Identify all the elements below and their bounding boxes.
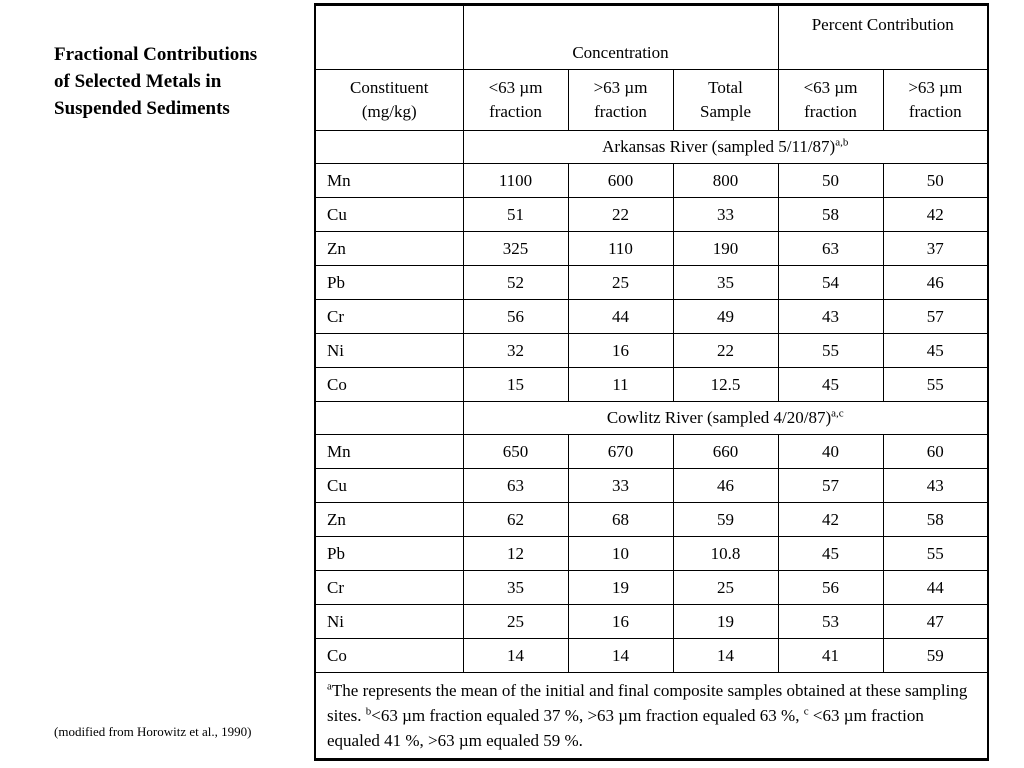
value-cell: 42 <box>778 503 883 537</box>
value-cell: 59 <box>673 503 778 537</box>
value-cell: 1100 <box>463 164 568 198</box>
constituent-cell: Co <box>315 368 463 402</box>
footnote-marker-c: c <box>803 705 809 718</box>
table-row <box>315 639 988 673</box>
value-cell: 42 <box>883 198 988 232</box>
constituent-cell: Cr <box>315 571 463 605</box>
section-row <box>315 402 988 435</box>
value-cell: 56 <box>778 571 883 605</box>
table-row <box>315 334 988 368</box>
value-cell: 44 <box>568 300 673 334</box>
value-cell: 10 <box>568 537 673 571</box>
section-empty-cell <box>315 402 463 435</box>
value-cell: 25 <box>568 266 673 300</box>
value-cell: 40 <box>778 435 883 469</box>
value-cell: 57 <box>778 469 883 503</box>
value-cell: 35 <box>463 571 568 605</box>
constituent-cell: Ni <box>315 605 463 639</box>
header-constituent: Constituent (mg/kg) <box>315 70 463 131</box>
value-cell: 37 <box>883 232 988 266</box>
value-cell: 16 <box>568 605 673 639</box>
constituent-cell: Mn <box>315 435 463 469</box>
table-row <box>315 605 988 639</box>
value-cell: 190 <box>673 232 778 266</box>
value-cell: 22 <box>673 334 778 368</box>
header-gt63: >63 µm fraction <box>568 70 673 131</box>
table-row <box>315 435 988 469</box>
value-cell: 35 <box>673 266 778 300</box>
constituent-cell: Ni <box>315 334 463 368</box>
value-cell: 55 <box>778 334 883 368</box>
constituent-cell: Cu <box>315 469 463 503</box>
value-cell: 33 <box>673 198 778 232</box>
value-cell: 46 <box>883 266 988 300</box>
table-row <box>315 164 988 198</box>
section-empty-cell <box>315 131 463 164</box>
footnote-marker-b: b <box>365 705 372 718</box>
value-cell: 58 <box>778 198 883 232</box>
constituent-cell: Zn <box>315 232 463 266</box>
value-cell: 16 <box>568 334 673 368</box>
value-cell: 43 <box>883 469 988 503</box>
value-cell: 12.5 <box>673 368 778 402</box>
section-row <box>315 131 988 164</box>
value-cell: 41 <box>778 639 883 673</box>
table-row <box>315 503 988 537</box>
table-row <box>315 469 988 503</box>
value-cell: 49 <box>673 300 778 334</box>
table-row <box>315 571 988 605</box>
constituent-cell: Co <box>315 639 463 673</box>
section-title <box>463 131 988 164</box>
table-row <box>315 232 988 266</box>
source-note: (modified from Horowitz et al., 1990) <box>54 724 252 739</box>
value-cell: 54 <box>778 266 883 300</box>
table-row <box>315 266 988 300</box>
value-cell: 68 <box>568 503 673 537</box>
value-cell: 44 <box>883 571 988 605</box>
value-cell: 59 <box>883 639 988 673</box>
constituent-cell: Zn <box>315 503 463 537</box>
header-pct-lt63: <63 µm fraction <box>778 70 883 131</box>
value-cell: 14 <box>673 639 778 673</box>
header-row-2 <box>315 70 988 131</box>
section-name: Cowlitz River (sampled 4/20/87) <box>606 408 832 427</box>
value-cell: 56 <box>463 300 568 334</box>
value-cell: 19 <box>568 571 673 605</box>
constituent-cell: Mn <box>315 164 463 198</box>
header-total: Total Sample <box>673 70 778 131</box>
header-lt63: <63 µm fraction <box>463 70 568 131</box>
footnote-text-b: <63 µm fraction equaled 37 %, >63 µm fraction equaled 63 %, <box>371 706 804 725</box>
constituent-cell: Cu <box>315 198 463 232</box>
value-cell: 45 <box>883 334 988 368</box>
value-cell: 25 <box>463 605 568 639</box>
value-cell: 53 <box>778 605 883 639</box>
value-cell: 11 <box>568 368 673 402</box>
value-cell: 63 <box>463 469 568 503</box>
section-footnote-marker: a,b <box>835 136 849 149</box>
header-pct-gt63: >63 µm fraction <box>883 70 988 131</box>
title-line-3: Suspended Sediments <box>54 98 230 119</box>
value-cell: 45 <box>778 368 883 402</box>
header-empty-cell <box>315 5 463 70</box>
value-cell: 325 <box>463 232 568 266</box>
value-cell: 50 <box>778 164 883 198</box>
value-cell: 60 <box>883 435 988 469</box>
value-cell: 19 <box>673 605 778 639</box>
constituent-cell: Cr <box>315 300 463 334</box>
value-cell: 650 <box>463 435 568 469</box>
metals-table <box>314 3 989 761</box>
value-cell: 15 <box>463 368 568 402</box>
value-cell: 22 <box>568 198 673 232</box>
title-line-2: of Selected Metals in <box>54 71 222 92</box>
value-cell: 47 <box>883 605 988 639</box>
value-cell: 670 <box>568 435 673 469</box>
constituent-cell: Pb <box>315 266 463 300</box>
footnote <box>315 673 988 760</box>
value-cell: 45 <box>778 537 883 571</box>
value-cell: 14 <box>463 639 568 673</box>
title-line-1: Fractional Contributions <box>54 44 258 65</box>
header-row-1 <box>315 5 988 70</box>
table-row <box>315 300 988 334</box>
value-cell: 25 <box>673 571 778 605</box>
value-cell: 63 <box>778 232 883 266</box>
value-cell: 14 <box>568 639 673 673</box>
table-row <box>315 537 988 571</box>
value-cell: 58 <box>883 503 988 537</box>
value-cell: 12 <box>463 537 568 571</box>
value-cell: 33 <box>568 469 673 503</box>
header-concentration: Concentration <box>463 5 778 70</box>
value-cell: 43 <box>778 300 883 334</box>
value-cell: 660 <box>673 435 778 469</box>
value-cell: 55 <box>883 368 988 402</box>
value-cell: 600 <box>568 164 673 198</box>
footnote-row <box>315 673 988 760</box>
value-cell: 52 <box>463 266 568 300</box>
value-cell: 10.8 <box>673 537 778 571</box>
table-row <box>315 368 988 402</box>
constituent-cell: Pb <box>315 537 463 571</box>
footnote-text-c: <63 µm fraction equaled 41 %, >63 µm equaled 59 %. <box>327 706 924 750</box>
value-cell: 55 <box>883 537 988 571</box>
value-cell: 110 <box>568 232 673 266</box>
footnote-marker-a: a <box>327 680 332 693</box>
section-footnote-marker: a,c <box>831 407 844 420</box>
slide-title <box>54 41 304 122</box>
value-cell: 46 <box>673 469 778 503</box>
footnote-text-a: The represents the mean of the initial and final composite samples obtained at these sampling sites. <box>327 681 968 725</box>
section-name: Arkansas River (sampled 5/11/87) <box>602 137 836 156</box>
table-row <box>315 198 988 232</box>
section-title <box>463 402 988 435</box>
value-cell: 57 <box>883 300 988 334</box>
value-cell: 32 <box>463 334 568 368</box>
header-percent-contribution: Percent Contribution <box>778 5 988 70</box>
value-cell: 50 <box>883 164 988 198</box>
value-cell: 800 <box>673 164 778 198</box>
value-cell: 62 <box>463 503 568 537</box>
value-cell: 51 <box>463 198 568 232</box>
